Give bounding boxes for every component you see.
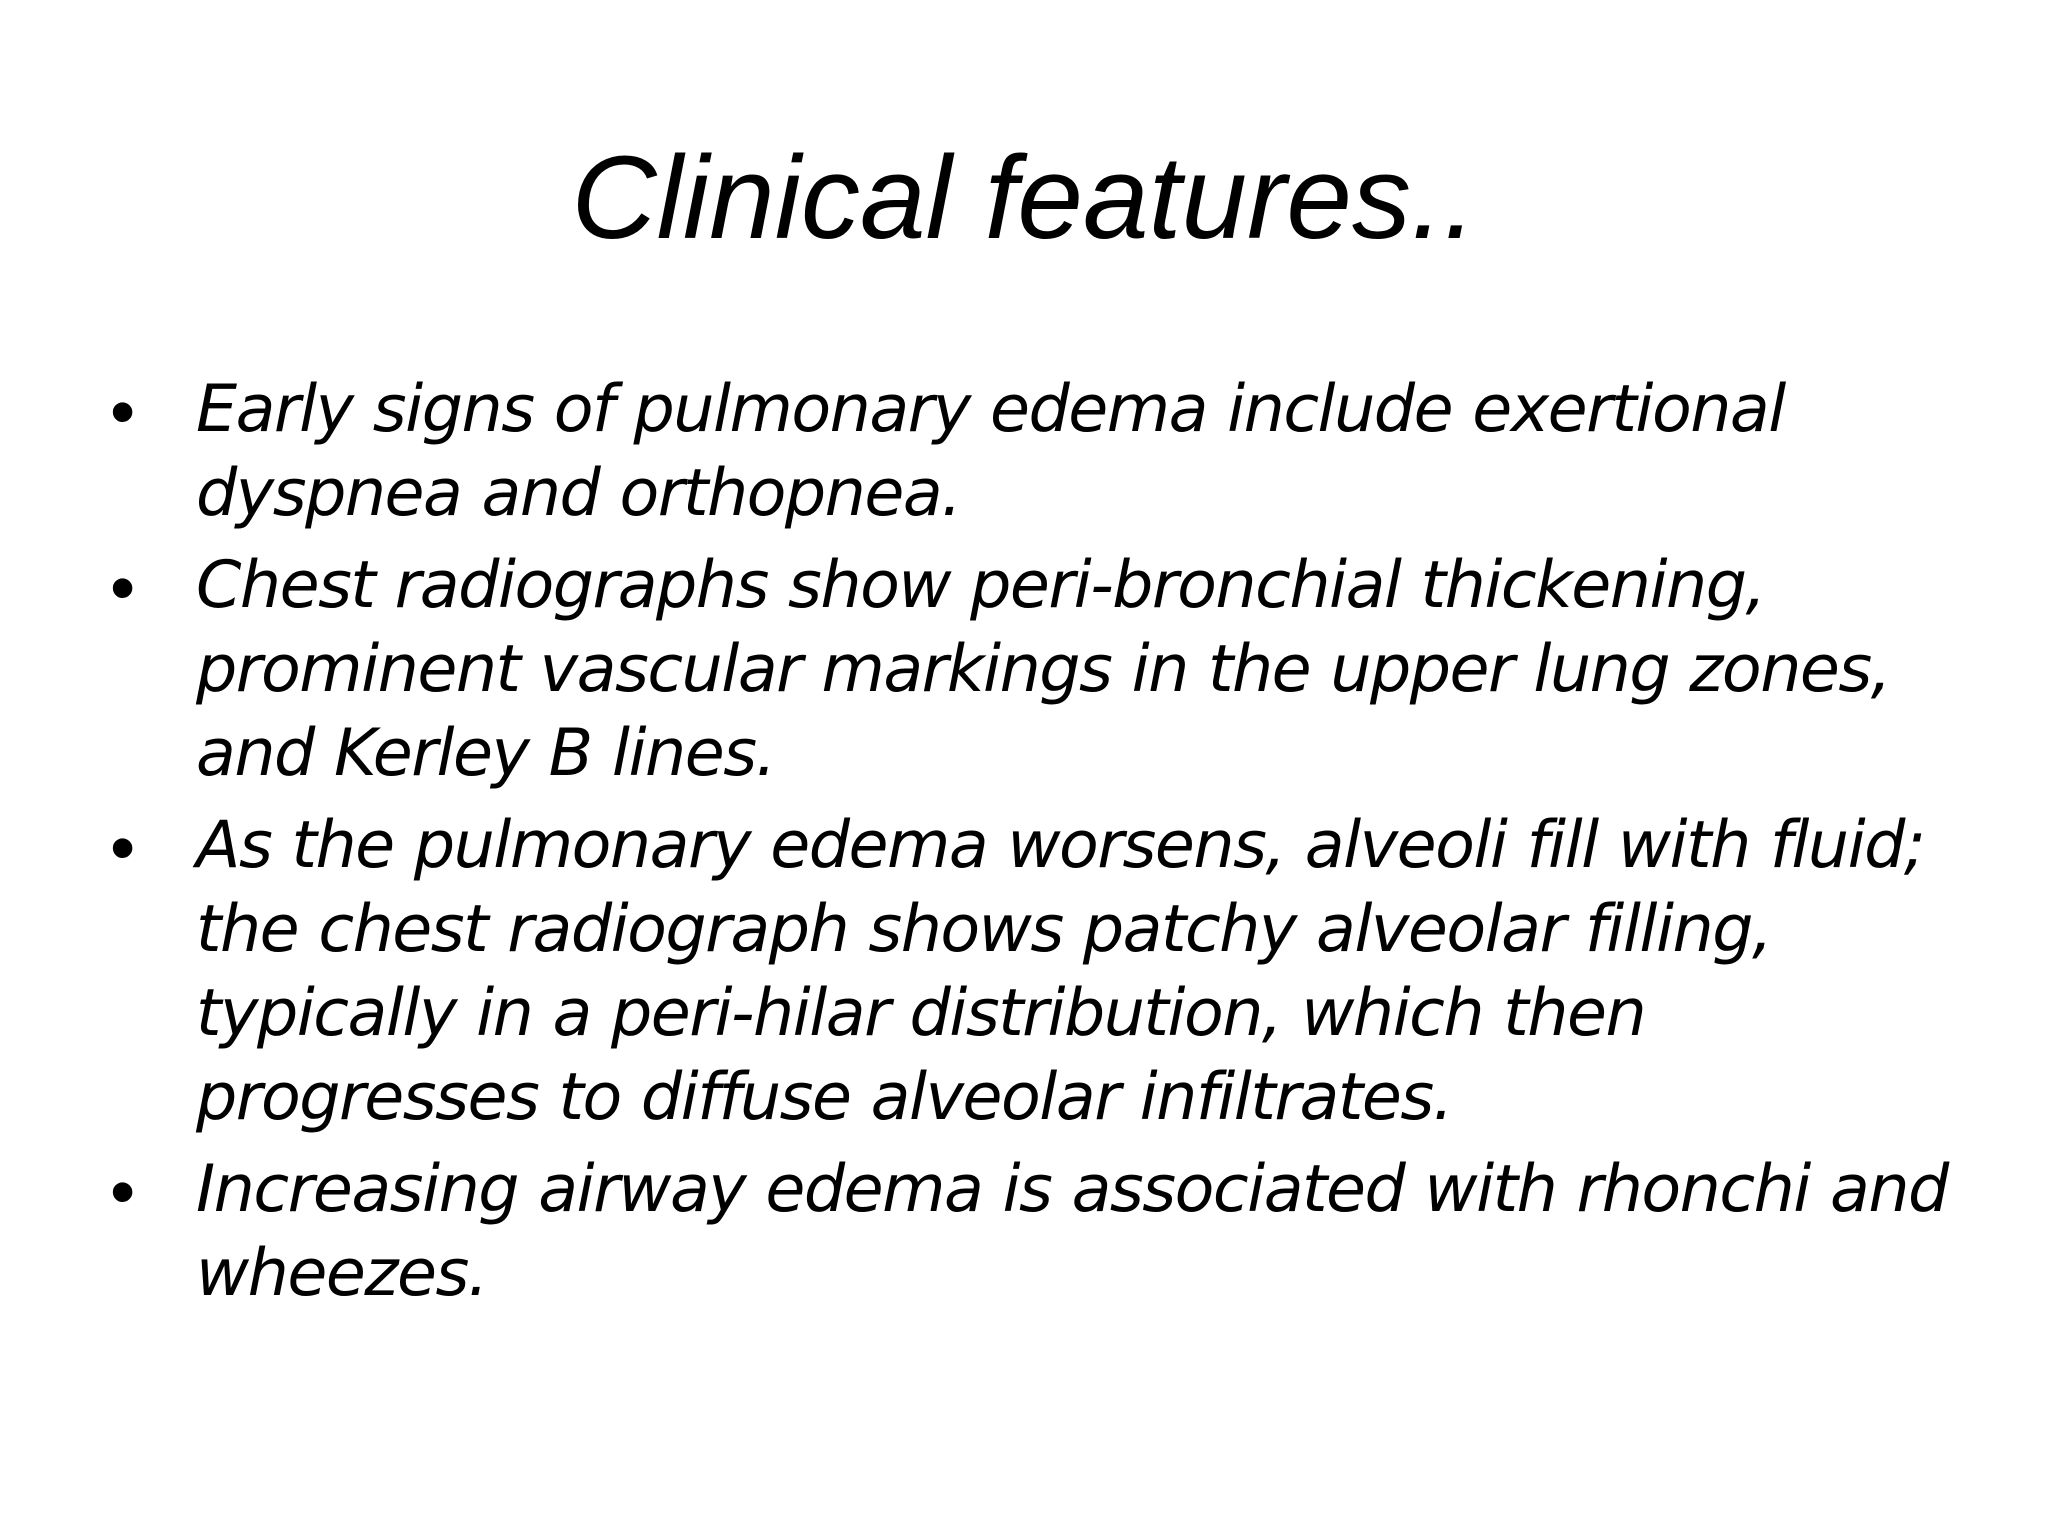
- slide-title: Clinical features..: [571, 132, 1477, 264]
- bullet-text: As the pulmonary edema worsens, alveoli fill with fluid; the chest radiograph shows patchy alveolar filling, typically in a peri-hilar distribution, which then progresses to diffuse alveolar infiltrates.: [196, 808, 1925, 1135]
- bullet-list: [110, 368, 1980, 1324]
- list-item: [110, 544, 1980, 796]
- bullet-marker: •: [110, 548, 136, 628]
- bullet-text: Chest radiographs show peri-bronchial thickening, prominent vascular markings in the upper lung zones, and Kerley B lines.: [196, 548, 1890, 791]
- bullet-text: Early signs of pulmonary edema include exertional dyspnea and orthopnea.: [196, 372, 1785, 531]
- bullet-marker: •: [110, 808, 136, 888]
- bullet-marker: •: [110, 1152, 136, 1232]
- list-item: [110, 804, 1980, 1140]
- list-item: [110, 368, 1980, 536]
- bullet-marker: •: [110, 372, 136, 452]
- list-item: [110, 1148, 1980, 1316]
- bullet-text: Increasing airway edema is associated with rhonchi and wheezes.: [196, 1152, 1948, 1311]
